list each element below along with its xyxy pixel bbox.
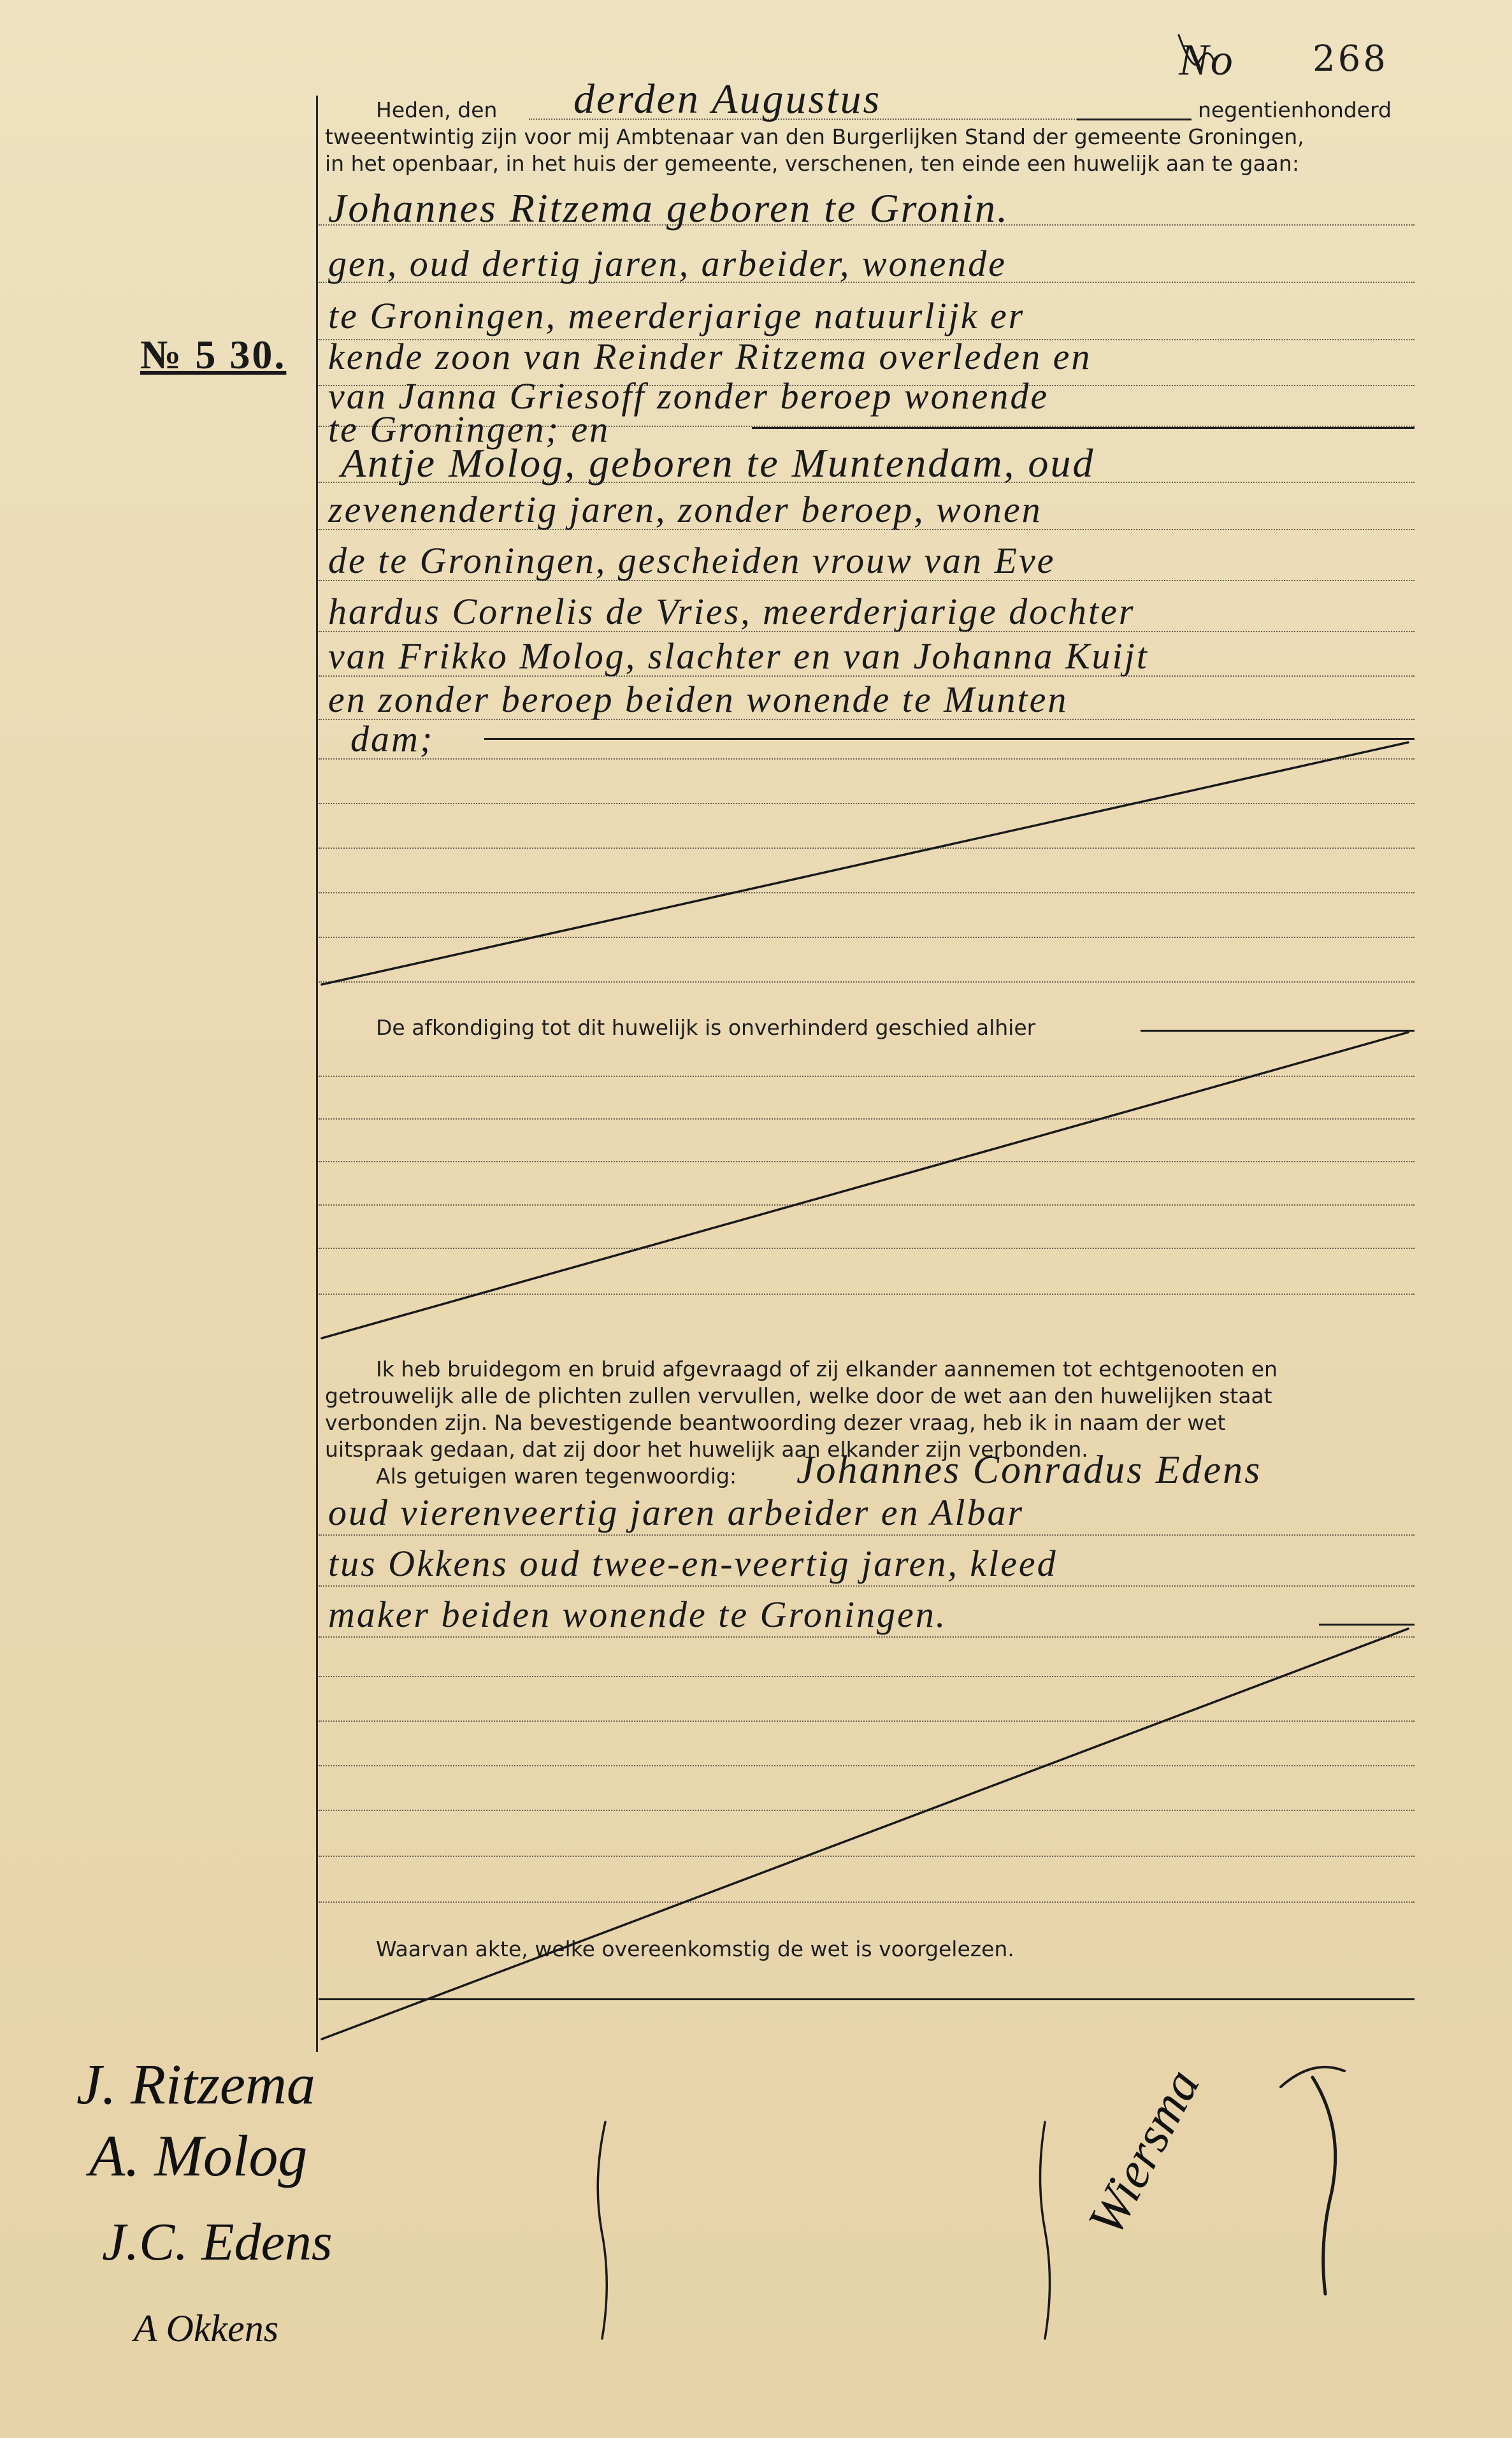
signature-witness-1: J.C. Edens (102, 2212, 333, 2272)
act-number: № 5 30. (140, 332, 287, 377)
groom-line-1: Johannes Ritzema geboren te Gronin. (328, 185, 1009, 231)
folio-flourish (1179, 35, 1214, 65)
witness-line-3: tus Okkens oud twee-en-veertig jaren, kleed (328, 1543, 1058, 1584)
consent-line-3: verbonden zijn. Na bevestigende beantwoording dezer vraag, heb ik in naam der wet (325, 1410, 1226, 1435)
folio-mark: No (1179, 36, 1235, 85)
groom-line-3: te Groningen, meerderjarige natuurlijk er (328, 295, 1025, 336)
bride-line-2: zevenendertig jaren, zonder beroep, wonen (328, 489, 1042, 530)
date-handwritten: derden Augustus (573, 76, 882, 122)
bride-line-7: dam; (350, 718, 435, 760)
groom-line-5: van Janna Griesoff zonder beroep wonende (328, 375, 1049, 417)
signature-official: Wiersma (1077, 2060, 1211, 2244)
bride-line-5: van Frikko Molog, slachter en van Johanna Kuijt (328, 635, 1149, 677)
bride-line-1: Antje Molog, geboren te Muntendam, oud (341, 440, 1095, 486)
intro-year: negentienhonderd (1198, 97, 1392, 122)
bride-line-3: de te Groningen, gescheiden vrouw van Eve (328, 540, 1056, 581)
witness-line-4: maker beiden wonende te Groningen. (328, 1594, 947, 1635)
witness-label: Als getuigen waren tegenwoordig: (376, 1464, 737, 1489)
bracket-right (1040, 2122, 1050, 2339)
intro-heden: Heden, den (376, 97, 498, 122)
consent-line-1: Ik heb bruidegom en bruid afgevraagd of zij elkander aannemen tot echtgenooten en (376, 1357, 1278, 1381)
strike-line-2 (322, 1032, 1408, 1338)
groom-line-4: kende zoon van Reinder Ritzema overleden en (328, 336, 1092, 377)
consent-line-2: getrouwelijk alle de plichten zullen vervullen, welke door de wet aan den huwelijken staat (325, 1383, 1272, 1408)
signature-witness-2: A Okkens (134, 2307, 279, 2349)
consent-line-4: uitspraak gedaan, dat zij door het huwelijk aan elkander zijn verbonden. (325, 1437, 1088, 1462)
signature-bride: A. Molog (89, 2123, 308, 2188)
bracket-left (598, 2122, 607, 2339)
intro-line-2: tweeentwintig zijn voor mij Ambtenaar van den Burgerlijken Stand der gemeente Groningen, (325, 124, 1304, 149)
official-flourish (1313, 2077, 1336, 2294)
proclamation-text: De afkondiging tot dit huwelijk is onverhinderd geschied alhier (376, 1015, 1036, 1040)
bride-line-6: en zonder beroep beiden wonende te Munten (328, 679, 1069, 720)
witness-line-2: oud vierenveertig jaren arbeider en Albar (328, 1492, 1025, 1533)
groom-line-2: gen, oud dertig jaren, arbeider, wonende (328, 243, 1007, 284)
intro-line-3: in het openbaar, in het huis der gemeente, verschenen, ten einde een huwelijk aan te gaan: (325, 151, 1299, 176)
groom-line-6: te Groningen; en (328, 408, 610, 450)
strike-line-1 (322, 742, 1408, 985)
strike-line-3 (322, 1629, 1408, 2039)
page-number: 268 (1313, 38, 1388, 80)
bride-line-4: hardus Cornelis de Vries, meerderjarige dochter (328, 591, 1135, 632)
witness-line-1: Johannes Conradus Edens (796, 1448, 1262, 1492)
signature-groom: J. Ritzema (76, 2053, 315, 2116)
closing-text: Waarvan akte, welke overeenkomstig de wet is voorgelezen. (376, 1937, 1014, 1961)
